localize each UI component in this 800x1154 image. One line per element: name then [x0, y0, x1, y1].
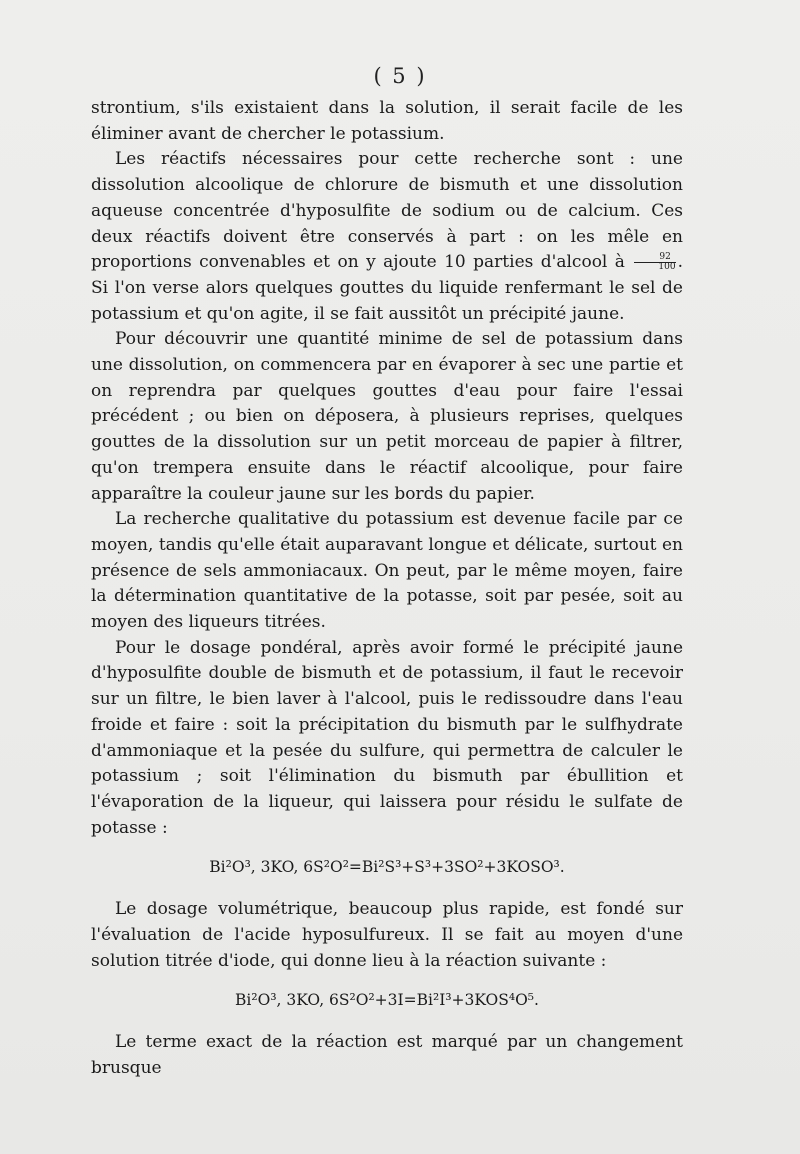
- paragraph-3: Pour découvrir une quantité minime de sel de potassium dans une dissolution, on commencera par en évaporer à sec une partie et on reprendra par quelques gouttes d'eau pour faire l'essai précédent ; ou bien on déposera, à plusieurs reprises, quelques gouttes de la dissolution sur un petit morceau de papier à filtrer, qu'on trempera ensuite dans le réactif alcoolique, pour faire apparaître la couleur jaune sur les bords du papier.: [91, 329, 683, 504]
- paragraph-6: Le dosage volumétrique, beaucoup plus rapide, est fondé sur l'évaluation de l'acide hyposulfureux. Il se fait au moyen d'une solution titrée d'iode, qui donne lieu à la réaction suivante :: [91, 899, 683, 971]
- formula-volumetric: Bi²O³, 3KO, 6S²O²+3I=Bi²I³+3KOS⁴O⁵.: [235, 991, 539, 1010]
- paragraph-7: Le terme exact de la réaction est marqué par un changement brusque: [91, 1031, 683, 1078]
- formula-gravimetric: Bi²O³, 3KO, 6S²O²=Bi²S³+S³+3SO²+3KOSO³.: [209, 858, 565, 877]
- body-text: [91, 96, 683, 1081]
- paragraph-2-part-a: Les réactifs nécessaires pour cette recherche sont : une dissolution alcoolique de chlorure de bismuth et une dissolution aqueuse concentrée d'hyposulfite de sodium ou de calcium. Ces deux réactifs doivent être conservés à part : on les mêle en proportions convenables et on y ajoute 10 parties d'alcool à: [91, 149, 683, 273]
- fraction-denominator: 100: [658, 262, 676, 273]
- paragraph-2-part-b: . Si l'on verse alors quelques gouttes du liquide renfermant le sel de potassium et qu'on agite, il se fait aussitôt un précipité jaune.: [91, 252, 683, 324]
- alcohol-fraction: [634, 253, 675, 272]
- page-number: ( 5 ): [373, 64, 427, 88]
- paragraph-1: strontium, s'ils existaient dans la solution, il serait facile de les éliminer avant de chercher le potassium.: [91, 98, 683, 144]
- fraction-numerator: 92: [634, 253, 675, 263]
- paragraph-5: Pour le dosage pondéral, après avoir formé le précipité jaune d'hyposulfite double de bismuth et de potassium, il faut le recevoir sur un filtre, le bien laver à l'alcool, puis le redissoudre dans l'eau froide et faire : soit la précipitation du bismuth par le sulfhydrate d'ammoniaque et la pesée du sulfure, qui permettra de calculer le potassium ; soit l'élimination du bismuth par ébullition et l'évaporation de la liqueur, qui laissera pour résidu le sulfate de potasse :: [91, 637, 683, 838]
- paragraph-4: La recherche qualitative du potassium est devenue facile par ce moyen, tandis qu'elle était auparavant longue et délicate, surtout en présence de sels ammoniacaux. On peut, par le même moyen, faire la détermination quantitative de la potasse, soit par pesée, soit au moyen des liqueurs titrées.: [91, 509, 683, 633]
- paragraph-2: [91, 147, 683, 327]
